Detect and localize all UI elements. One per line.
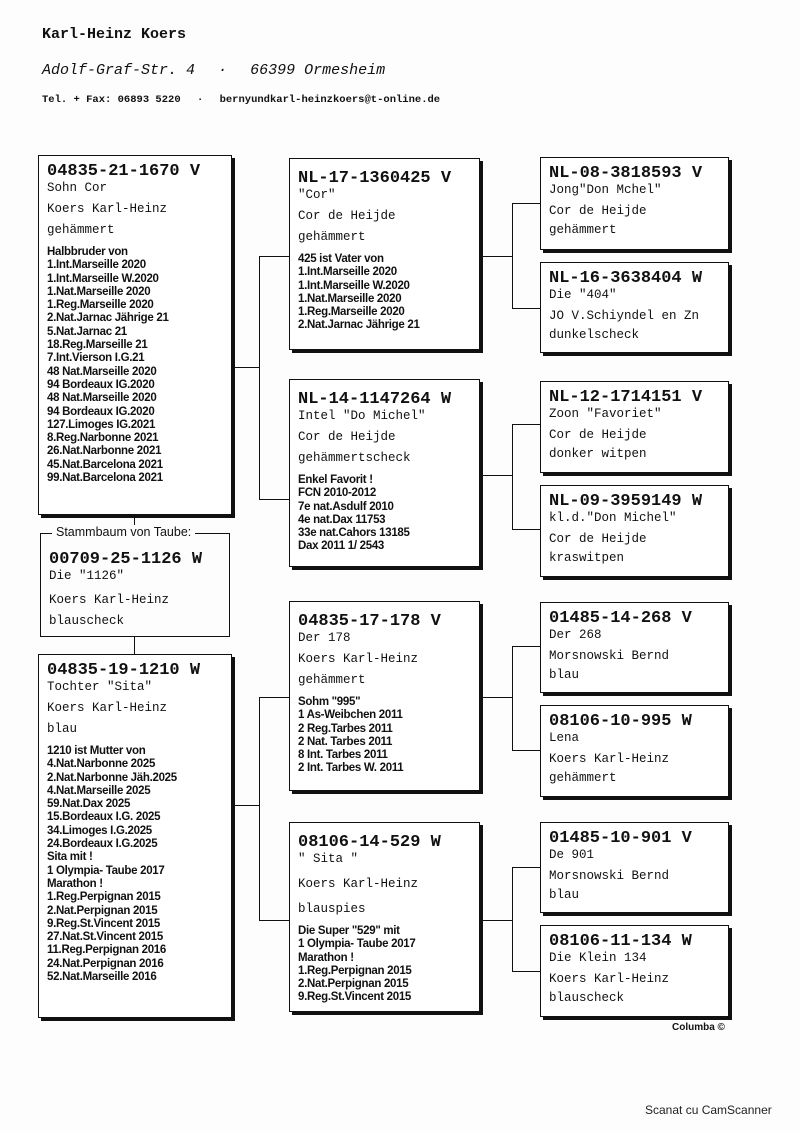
result-line: 2 Int. Tarbes W. 2011 xyxy=(298,762,404,775)
result-line: 2.Nat.Jarnac Jährige 21 xyxy=(298,319,420,332)
color: gehämmert xyxy=(298,673,366,687)
result-line: Marathon ! xyxy=(47,877,103,890)
results-list xyxy=(47,246,223,485)
result-line: Die Super "529" mit xyxy=(298,925,400,937)
ring-number: NL-16-3638404 W xyxy=(549,269,703,288)
color: blauscheck xyxy=(549,991,625,1005)
color: blau xyxy=(47,722,78,736)
connector xyxy=(512,971,540,972)
result-line: 1.Nat.Marseille 2020 xyxy=(47,285,151,298)
ring-number: 01485-14-268 V xyxy=(549,609,692,628)
connector xyxy=(512,646,540,647)
results-list xyxy=(298,474,471,554)
pigeon-name: Sohn Cor xyxy=(47,181,108,195)
color: gehämmert xyxy=(549,771,617,785)
result-line: 11.Reg.Perpignan 2016 xyxy=(47,944,166,957)
result-line: 127.Limoges IG.2021 xyxy=(47,418,156,431)
owner-address xyxy=(42,62,385,79)
result-line: 1 Olympia- Taube 2017 xyxy=(47,864,165,877)
result-line: 1.Int.Marseille W.2020 xyxy=(298,279,410,292)
breeder: Koers Karl-Heinz xyxy=(47,701,168,715)
result-line: FCN 2010-2012 xyxy=(298,487,376,500)
ring-number: NL-14-1147264 W xyxy=(298,390,452,409)
result-line: Sita mit ! xyxy=(47,851,93,864)
result-line: 2.Nat.Jarnac Jährige 21 xyxy=(47,312,169,325)
pigeon-name: Zoon "Favoriet" xyxy=(549,407,662,421)
result-line: 7e nat.Asdulf 2010 xyxy=(298,500,394,513)
pigeon-name: " Sita " xyxy=(298,852,359,866)
street: Adolf-Graf-Str. 4 xyxy=(42,62,196,79)
ring-number: NL-12-1714151 V xyxy=(549,388,703,407)
result-line: 425 ist Vater von xyxy=(298,253,384,265)
connector xyxy=(259,920,289,921)
connector xyxy=(512,424,540,425)
pedigree-label: Stammbaum von Taube: xyxy=(52,525,195,539)
result-line: 2.Nat.Narbonne Jäh.2025 xyxy=(47,771,177,784)
result-line: 1.Int.Marseille 2020 xyxy=(47,259,146,272)
pigeon-card-ffm xyxy=(540,262,729,353)
connector xyxy=(134,637,135,654)
breeder: Cor de Heijde xyxy=(298,430,396,444)
result-line: 7.Int.Vierson I.G.21 xyxy=(47,352,145,365)
result-line: 26.Nat.Narbonne 2021 xyxy=(47,445,162,458)
pigeon-card-fmf xyxy=(540,381,729,473)
connector xyxy=(480,475,512,476)
result-line: 33e nat.Cahors 13185 xyxy=(298,527,410,540)
result-line: 94 Bordeaux IG.2020 xyxy=(47,378,155,391)
result-line: Sohm "995" xyxy=(298,696,361,708)
ring-number: 01485-10-901 V xyxy=(549,829,692,848)
result-line: 1.Reg.Marseille 2020 xyxy=(47,299,154,312)
result-line: 59.Nat.Dax 2025 xyxy=(47,798,131,811)
separator-dot: · xyxy=(196,94,204,106)
pigeon-card-mff xyxy=(540,602,729,693)
result-line: 1.Nat.Marseille 2020 xyxy=(298,292,402,305)
separator-dot: · xyxy=(218,62,228,79)
ring-number: NL-09-3959149 W xyxy=(549,492,703,511)
result-line: 1.Reg.Perpignan 2015 xyxy=(47,891,161,904)
result-line: 1 As-Weibchen 2011 xyxy=(298,709,403,722)
connector xyxy=(512,750,540,751)
result-line: 9.Reg.St.Vincent 2015 xyxy=(298,991,412,1004)
color: blau xyxy=(549,668,580,682)
breeder: Koers Karl-Heinz xyxy=(298,877,419,891)
pigeon-name: Intel "Do Michel" xyxy=(298,409,426,423)
result-line: 99.Nat.Barcelona 2021 xyxy=(47,472,163,485)
pigeon-card-fmm xyxy=(540,485,729,577)
breeder: Koers Karl-Heinz xyxy=(298,652,419,666)
result-line: 4.Nat.Narbonne 2025 xyxy=(47,758,156,771)
result-line: 1210 ist Mutter von xyxy=(47,745,146,757)
result-line: 4.Nat.Marseille 2025 xyxy=(47,784,151,797)
breeder: Cor de Heijde xyxy=(298,209,396,223)
breeder: Koers Karl-Heinz xyxy=(49,593,170,607)
color: blauspies xyxy=(298,902,366,916)
connector xyxy=(512,646,513,751)
connector xyxy=(234,367,259,368)
columba-credit: Columba © xyxy=(672,1022,725,1033)
breeder: Koers Karl-Heinz xyxy=(549,972,670,986)
connector xyxy=(259,256,289,257)
pigeon-name: Tochter "Sita" xyxy=(47,680,153,694)
result-line: 48 Nat.Marseille 2020 xyxy=(47,392,157,405)
results-list xyxy=(47,745,223,984)
pigeon-card-maternal-grandmother xyxy=(289,822,480,1012)
color: donker witpen xyxy=(549,447,647,461)
result-line: 18.Reg.Marseille 21 xyxy=(47,339,148,352)
result-line: 2 Nat. Tarbes 2011 xyxy=(298,735,393,748)
result-line: 9.Reg.St.Vincent 2015 xyxy=(47,917,161,930)
color: gehämmert xyxy=(298,230,366,244)
pigeon-name: "Cor" xyxy=(298,188,336,202)
owner-contact xyxy=(42,94,440,106)
color: kraswitpen xyxy=(549,551,625,565)
connector xyxy=(512,308,540,309)
connector xyxy=(259,697,289,698)
color: gehämmert xyxy=(47,223,115,237)
connector xyxy=(512,867,540,868)
result-line: 15.Bordeaux I.G. 2025 xyxy=(47,811,161,824)
breeder: Cor de Heijde xyxy=(549,532,647,546)
pigeon-name: Die Klein 134 xyxy=(549,951,647,965)
result-line: 45.Nat.Barcelona 2021 xyxy=(47,458,163,471)
pigeon-card-mother xyxy=(38,654,232,1018)
result-line: 2.Nat.Perpignan 2015 xyxy=(47,904,158,917)
ring-number: NL-08-3818593 V xyxy=(549,164,703,183)
pigeon-card-mmm xyxy=(540,925,729,1017)
breeder: Morsnowski Bernd xyxy=(549,649,670,663)
connector xyxy=(480,256,512,257)
result-line: 1.Reg.Marseille 2020 xyxy=(298,306,405,319)
result-line: 1.Int.Marseille W.2020 xyxy=(47,272,159,285)
ring-number: 04835-17-178 V xyxy=(298,612,441,631)
connector xyxy=(512,203,540,204)
city: 66399 Ormesheim xyxy=(250,62,386,79)
breeder: Cor de Heijde xyxy=(549,204,647,218)
connector xyxy=(512,529,540,530)
pigeon-card-paternal-grandmother xyxy=(289,379,480,567)
connector xyxy=(259,256,260,500)
pigeon-card-mmf xyxy=(540,822,729,913)
results-list xyxy=(298,696,471,776)
pigeon-name: kl.d."Don Michel" xyxy=(549,511,677,525)
pigeon-card-mfm xyxy=(540,705,729,797)
email: bernyundkarl-heinzkoers@t-online.de xyxy=(219,94,441,106)
scanner-watermark: Scanat cu CamScanner xyxy=(645,1103,772,1117)
color: blau xyxy=(549,888,580,902)
ring-number: 08106-10-995 W xyxy=(549,712,692,731)
connector xyxy=(259,499,289,500)
breeder: JO V.Schiyndel en Zn xyxy=(549,309,700,323)
phone: Tel. + Fax: 06893 5220 xyxy=(42,94,181,106)
result-line: 94 Bordeaux IG.2020 xyxy=(47,405,155,418)
ring-number: 08106-11-134 W xyxy=(549,932,692,951)
ring-number: 08106-14-529 W xyxy=(298,833,441,852)
pigeon-name: Jong"Don Mchel" xyxy=(549,183,662,197)
connector xyxy=(480,920,512,921)
results-list xyxy=(298,253,471,333)
result-line: 1.Reg.Perpignan 2015 xyxy=(298,964,412,977)
color: gehämmertscheck xyxy=(298,451,411,465)
result-line: 5.Nat.Jarnac 21 xyxy=(47,325,127,338)
color: dunkelscheck xyxy=(549,328,640,342)
result-line: 2 Reg.Tarbes 2011 xyxy=(298,722,393,735)
results-list xyxy=(298,925,471,1005)
result-line: Marathon ! xyxy=(298,951,354,964)
result-line: 34.Limoges I.G.2025 xyxy=(47,824,152,837)
result-line: 24.Bordeaux I.G.2025 xyxy=(47,838,158,851)
pigeon-name: Der 178 xyxy=(298,631,351,645)
pigeon-name: Lena xyxy=(549,731,580,745)
result-line: Dax 2011 1/ 2543 xyxy=(298,540,385,553)
pigeon-card-subject xyxy=(40,533,230,637)
breeder: Koers Karl-Heinz xyxy=(549,752,670,766)
breeder: Koers Karl-Heinz xyxy=(47,202,168,216)
pigeon-name: De 901 xyxy=(549,848,595,862)
connector xyxy=(512,424,513,530)
result-line: 4e nat.Dax 11753 xyxy=(298,513,386,526)
pigeon-card-father xyxy=(38,155,232,515)
result-line: 8 Int. Tarbes 2011 xyxy=(298,749,388,762)
pigeon-name: Die "404" xyxy=(549,288,617,302)
pigeon-card-fff xyxy=(540,157,729,250)
result-line: 27.Nat.St.Vincent 2015 xyxy=(47,931,163,944)
connector xyxy=(512,203,513,309)
result-line: 24.Nat.Perpignan 2016 xyxy=(47,957,164,970)
pigeon-card-paternal-grandfather xyxy=(289,158,480,350)
color: gehämmert xyxy=(549,223,617,237)
color: blauscheck xyxy=(49,614,125,628)
result-line: 8.Reg.Narbonne 2021 xyxy=(47,432,159,445)
result-line: Halbbruder von xyxy=(47,246,128,258)
connector xyxy=(234,805,259,806)
owner-name: Karl-Heinz Koers xyxy=(42,26,187,43)
ring-number: 04835-19-1210 W xyxy=(47,661,201,680)
result-line: 48 Nat.Marseille 2020 xyxy=(47,365,157,378)
pigeon-name: Der 268 xyxy=(549,628,602,642)
result-line: Enkel Favorit ! xyxy=(298,474,373,486)
ring-number: 00709-25-1126 W xyxy=(49,550,203,569)
result-line: 52.Nat.Marseille 2016 xyxy=(47,971,157,984)
connector xyxy=(480,697,512,698)
breeder: Morsnowski Bernd xyxy=(549,869,670,883)
pigeon-card-maternal-grandfather xyxy=(289,601,480,791)
ring-number: 04835-21-1670 V xyxy=(47,162,201,181)
result-line: 1.Int.Marseille 2020 xyxy=(298,266,397,279)
ring-number: NL-17-1360425 V xyxy=(298,169,452,188)
connector xyxy=(259,697,260,921)
pigeon-name: Die "1126" xyxy=(49,569,125,583)
connector xyxy=(512,867,513,972)
result-line: 1 Olympia- Taube 2017 xyxy=(298,938,416,951)
result-line: 2.Nat.Perpignan 2015 xyxy=(298,978,409,991)
breeder: Cor de Heijde xyxy=(549,428,647,442)
